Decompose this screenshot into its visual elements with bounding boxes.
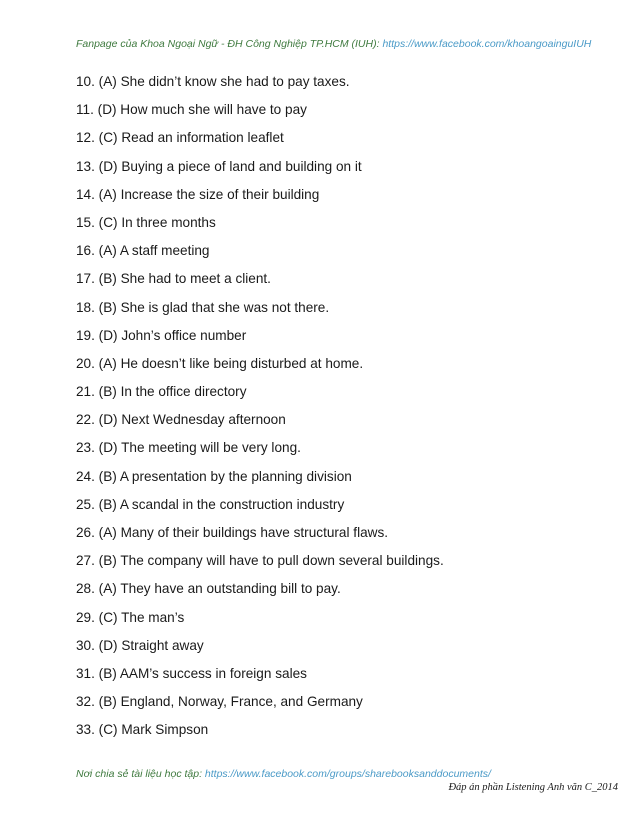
answer-item: 11. (D) How much she will have to pay [76, 102, 307, 118]
answer-item: 10. (A) She didn’t know she had to pay taxes. [76, 74, 350, 89]
answer-item: 17. (B) She had to meet a client. [76, 271, 271, 287]
page-footer [76, 768, 491, 780]
answer-item: 12. (C) Read an information leaflet [76, 130, 284, 146]
answer-list [76, 72, 444, 749]
answer-item: 19. (D) John’s office number [76, 327, 247, 343]
answer-item: 30. (D) Straight away [76, 637, 204, 653]
answer-item: 20. (A) He doesn’t like being disturbed at home. [76, 355, 364, 371]
page-header [76, 38, 591, 50]
answer-item: 28. (A) They have an outstanding bill to pay. [76, 581, 341, 597]
answer-item: 25. (B) A scandal in the construction industry [76, 496, 345, 512]
answer-item: 13. (D) Buying a piece of land and building on it [76, 158, 362, 174]
answer-item: 22. (D) Next Wednesday afternoon [76, 412, 286, 428]
answer-item: 29. (C) The man’s [76, 609, 185, 625]
answer-item: 15. (C) In three months [76, 214, 216, 230]
header-facebook-link[interactable]: https://www.facebook.com/khoangoainguIUH [382, 38, 592, 50]
answer-item: 21. (B) In the office directory [76, 384, 247, 400]
header-label: Fanpage của Khoa Ngoại Ngữ - ĐH Công Nghiệp TP.HCM (IUH): [76, 38, 383, 50]
answer-item: 33. (C) Mark Simpson [76, 722, 209, 738]
document-caption: Đáp án phần Listening Anh văn C_2014 [448, 782, 618, 793]
answer-item: 23. (D) The meeting will be very long. [76, 440, 301, 456]
answer-item: 14. (A) Increase the size of their building [76, 186, 320, 202]
answer-item: 18. (B) She is glad that she was not there. [76, 299, 330, 315]
footer-label: Nơi chia sẻ tài liệu học tập: [76, 768, 205, 780]
answer-item: 16. (A) A staff meeting [76, 243, 210, 259]
answer-item: 24. (B) A presentation by the planning division [76, 468, 352, 484]
answer-item: 27. (B) The company will have to pull down several buildings. [76, 553, 444, 569]
answer-item: 26. (A) Many of their buildings have structural flaws. [76, 525, 389, 540]
answer-item: 31. (B) AAM’s success in foreign sales [76, 665, 307, 681]
answer-item: 32. (B) England, Norway, France, and Germany [76, 694, 363, 710]
footer-group-link[interactable]: https://www.facebook.com/groups/sharebooksanddocuments/ [204, 768, 491, 780]
